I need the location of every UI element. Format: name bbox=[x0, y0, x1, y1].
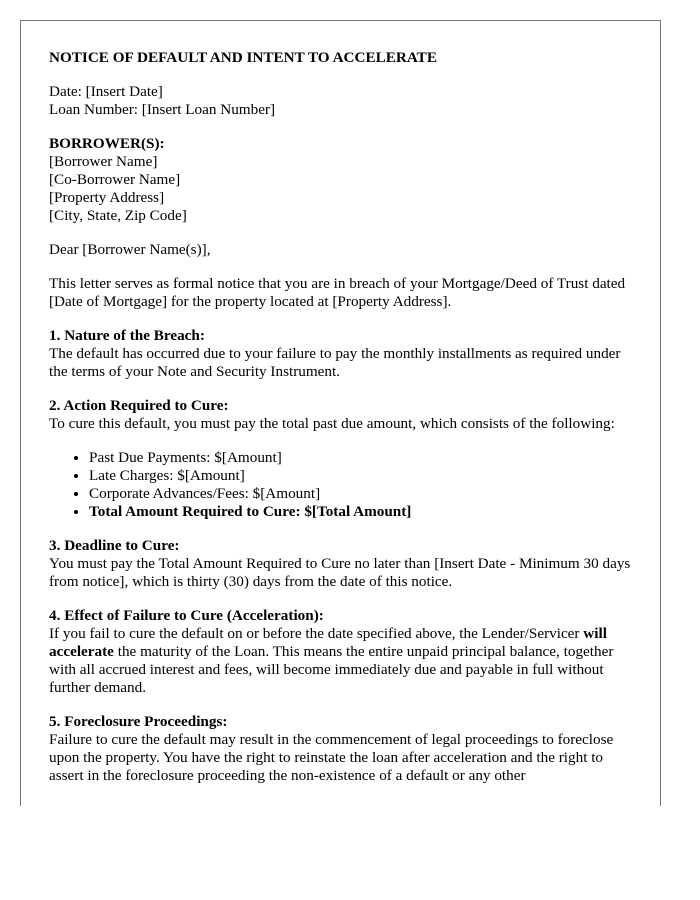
section1-text: The default has occurred due to your failure to pay the monthly installments as required under the terms of your Note and Security Instrument. bbox=[49, 345, 621, 380]
borrower-block bbox=[49, 135, 639, 225]
date-line: Date: [Insert Date] bbox=[49, 83, 163, 100]
list-item-total-amount: • Total Amount Required to Cure: $[Total Amount] bbox=[89, 503, 639, 521]
section4-text-after: the maturity of the Loan. This means the entire unpaid principal balance, together with all accrued interest and fees, will become immediately due and payable in full without further demand. bbox=[49, 643, 614, 696]
property-address: [Property Address] bbox=[49, 189, 165, 206]
letter-page bbox=[20, 20, 661, 806]
section-action-required bbox=[49, 397, 639, 521]
intro-paragraph: This letter serves as formal notice that you are in breach of your Mortgage/Deed of Trust dated [Date of Mortgage] for the property located at [Property Address]. bbox=[49, 275, 626, 310]
section3-text: You must pay the Total Amount Required to Cure no later than [Insert Date - Minimum 30 days from notice], which is thirty (30) days from the date of this notice. bbox=[49, 555, 631, 590]
section-foreclosure bbox=[49, 713, 639, 785]
section3-heading: 3. Deadline to Cure: bbox=[49, 537, 180, 554]
list-item-corporate-advances: • Corporate Advances/Fees: $[Amount] bbox=[89, 485, 639, 503]
section4-text-before: If you fail to cure the default on or before the date specified above, the Lender/Servicer bbox=[49, 625, 584, 642]
section2-heading: 2. Action Required to Cure: bbox=[49, 397, 229, 414]
section2-text: To cure this default, you must pay the total past due amount, which consists of the following: bbox=[49, 415, 615, 432]
section-nature-of-breach bbox=[49, 327, 639, 381]
letter-title: NOTICE OF DEFAULT AND INTENT TO ACCELERATE bbox=[49, 49, 437, 66]
section4-text bbox=[49, 625, 639, 697]
section4-heading: 4. Effect of Failure to Cure (Acceleration): bbox=[49, 607, 324, 624]
section-deadline bbox=[49, 537, 639, 591]
section1-heading: 1. Nature of the Breach: bbox=[49, 327, 205, 344]
section-acceleration bbox=[49, 607, 639, 697]
loan-number-line: Loan Number: [Insert Loan Number] bbox=[49, 101, 276, 118]
borrower-name: [Borrower Name] bbox=[49, 153, 158, 170]
list-item-past-due: • Past Due Payments: $[Amount] bbox=[89, 449, 639, 467]
section5-text: Failure to cure the default may result in the commencement of legal proceedings to foreclose upon the property. You have the right to reinstate the loan after acceleration and the right to assert in the foreclosure proceeding the non-existence of a default or any other bbox=[49, 731, 614, 784]
section5-heading: 5. Foreclosure Proceedings: bbox=[49, 713, 228, 730]
amounts-list bbox=[49, 449, 639, 521]
letter-content bbox=[49, 49, 639, 801]
city-state-zip: [City, State, Zip Code] bbox=[49, 207, 187, 224]
list-item-late-charges: • Late Charges: $[Amount] bbox=[89, 467, 639, 485]
section4-bold-text: will accelerate bbox=[49, 625, 607, 660]
borrower-heading: BORROWER(S): bbox=[49, 135, 165, 152]
date-loan-block bbox=[49, 83, 639, 119]
salutation: Dear [Borrower Name(s)], bbox=[49, 241, 211, 258]
co-borrower-name: [Co-Borrower Name] bbox=[49, 171, 181, 188]
